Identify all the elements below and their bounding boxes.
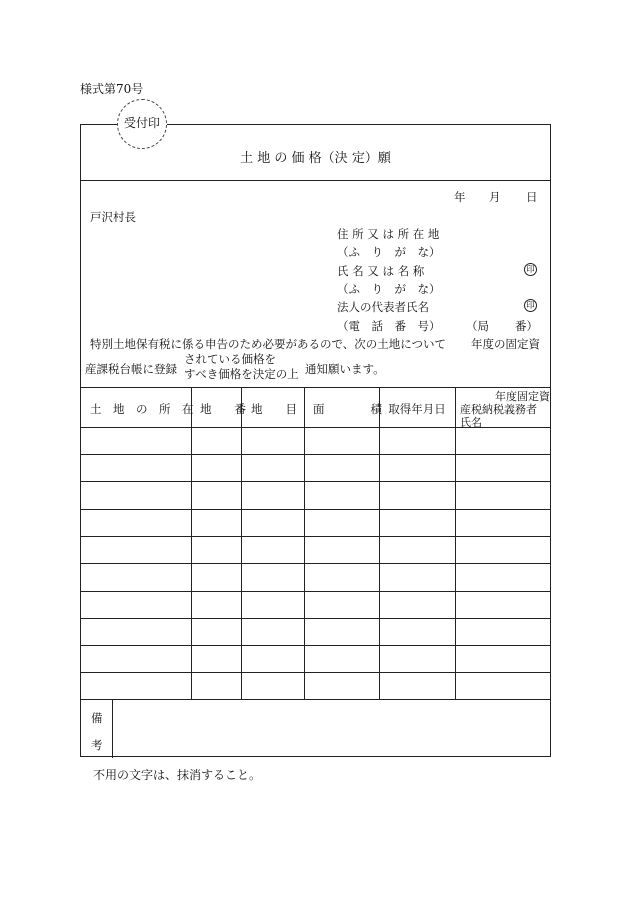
header-taxpayer-line3: 氏名	[460, 416, 482, 429]
request-text-line1-end: 年度の固定資	[471, 337, 540, 351]
column-line	[241, 387, 242, 699]
request-text-line2-start: 産課税台帳に登録	[85, 362, 177, 376]
header-lot-number: 地 番	[200, 402, 246, 416]
date-month-label: 月	[489, 190, 501, 204]
header-land-category: 地 目	[251, 402, 297, 416]
remarks-label-bottom: 考	[91, 738, 103, 752]
addressee: 戸沢村長	[90, 210, 136, 224]
furigana-label-2: （ふ り が な）	[337, 282, 441, 296]
request-text-line1: 特別土地保有税に係る申告のため必要があるので、次の土地について	[90, 337, 447, 351]
column-line	[379, 387, 380, 699]
header-land-location: 土 地 の 所 在	[90, 402, 194, 416]
table-row-line	[81, 563, 550, 564]
name-label: 氏 名 又 は 名 称	[337, 264, 425, 278]
date-year-label: 年	[454, 190, 466, 204]
phone-area-open: （局	[466, 319, 489, 333]
header-taxpayer-line2: 産税納税義務者	[460, 403, 537, 416]
address-label: 住 所 又 は 所 在 地	[337, 227, 440, 241]
table-row-line	[81, 591, 550, 592]
reception-stamp-label: 受付印	[123, 116, 160, 130]
table-row-line	[81, 536, 550, 537]
seal-mark: 印	[524, 299, 537, 312]
remarks-label-top: 備	[91, 711, 103, 725]
option-registered-price: されている価格を	[184, 352, 276, 366]
table-row-line	[81, 509, 550, 510]
date-day-label: 日	[526, 190, 538, 204]
option-price-to-decide: すべき価格を決定の上	[184, 367, 299, 381]
table-row-line	[81, 481, 550, 482]
phone-label: （電 話 番 号）	[337, 319, 441, 333]
table-row-line	[81, 618, 550, 619]
remarks-field[interactable]	[113, 700, 550, 757]
form-number: 様式第70号	[80, 82, 144, 96]
column-line	[304, 387, 305, 699]
column-line	[455, 387, 456, 699]
representative-label: 法人の代表者氏名	[337, 300, 429, 314]
phone-number-close: 番）	[515, 319, 538, 333]
form-title: 土 地 の 価 格（決 定）願	[240, 151, 391, 166]
header-area: 面 積	[313, 402, 382, 416]
application-form	[80, 124, 551, 757]
request-text-line2-end: 通知願います。	[305, 362, 385, 376]
column-line	[191, 387, 192, 699]
title-divider	[81, 180, 550, 181]
header-acquisition-date: 取得年月日	[388, 402, 446, 416]
header-taxpayer	[460, 390, 550, 429]
table-row-line	[81, 672, 550, 673]
table-row-line	[81, 454, 550, 455]
footnote: 不用の文字は、抹消すること。	[93, 768, 262, 782]
seal-mark: 印	[524, 263, 537, 276]
reception-stamp	[117, 99, 167, 149]
furigana-label-1: （ふ り が な）	[337, 245, 441, 259]
table-top-border	[81, 387, 550, 388]
header-taxpayer-line1: 年度固定資	[495, 390, 550, 403]
table-row-line	[81, 645, 550, 646]
